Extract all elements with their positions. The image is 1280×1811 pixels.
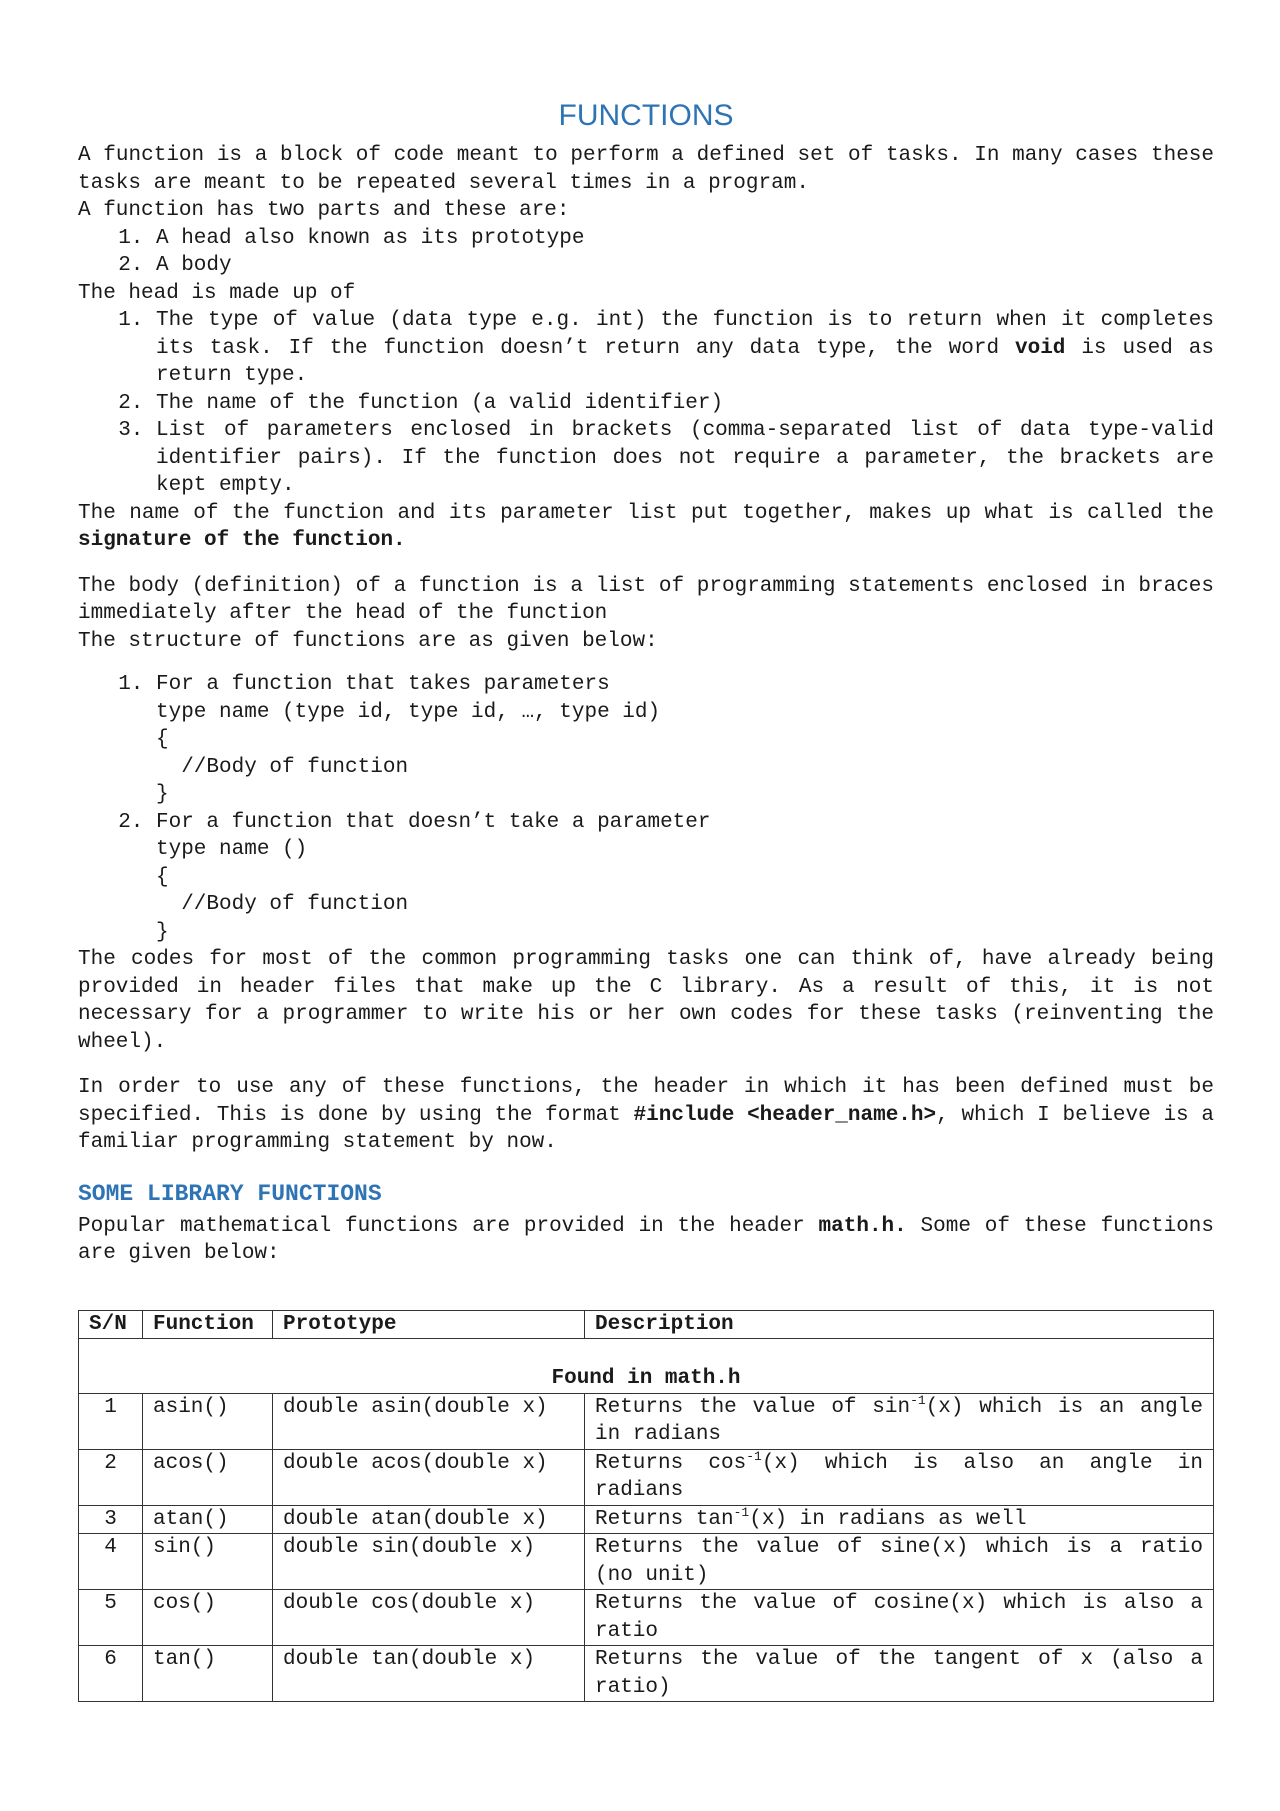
functions-table — [78, 1310, 1214, 1703]
intro-paragraph-2: A function has two parts and these are: — [78, 199, 570, 222]
cell-function: asin() — [143, 1393, 273, 1449]
cell-sn: 2 — [79, 1449, 143, 1505]
header-sn: S/N — [79, 1310, 143, 1339]
list-item: 1. A head also known as its prototype — [156, 225, 1214, 253]
cell-description: Returns the value of the tangent of x (also a ratio) — [585, 1646, 1214, 1702]
list-item: 2. A body — [156, 252, 1214, 280]
cell-prototype: double tan(double x) — [273, 1646, 585, 1702]
cell-sn: 3 — [79, 1505, 143, 1534]
table-row — [79, 1393, 1214, 1449]
list-item: 1. The type of value (data type e.g. int) the function is to return when it completes its task. If the function doesn’t return any data type, the word void is used as return type. — [156, 307, 1214, 390]
cell-prototype: double sin(double x) — [273, 1534, 585, 1590]
structure-label: 2. For a function that doesn’t take a parameter — [156, 810, 711, 834]
table-row — [79, 1646, 1214, 1702]
structure-list — [78, 671, 1214, 946]
header-function: Function — [143, 1310, 273, 1339]
cell-function: atan() — [143, 1505, 273, 1534]
cell-prototype: double cos(double x) — [273, 1590, 585, 1646]
cell-function: cos() — [143, 1590, 273, 1646]
list-item: 2. The name of the function (a valid identifier) — [156, 390, 1214, 418]
cell-function: acos() — [143, 1449, 273, 1505]
cell-description: Returns the value of $\sin^{-1}(x)$ which is an angle in radians — [585, 1393, 1214, 1449]
body-paragraph-1: The body (definition) of a function is a list of programming statements enclosed in braces immediately after the head of the function — [78, 574, 1214, 625]
cell-prototype: double asin(double x) — [273, 1393, 585, 1449]
cell-sn: 6 — [79, 1646, 143, 1702]
list-item — [156, 671, 1214, 809]
list-item: 3. List of parameters enclosed in brackets (comma-separated list of data type-valid identifier pairs). If the function does not require a parameter, the brackets are kept empty. — [156, 417, 1214, 500]
table-row — [79, 1449, 1214, 1505]
cell-description: Returns $\cos^{-1}(x)$ which is also an angle in radians — [585, 1449, 1214, 1505]
cell-description: Returns $\tan^{-1}(x)$ in radians as well — [585, 1505, 1214, 1534]
include-paragraph: In order to use any of these functions, the header in which it has been defined must be specified. This is done by using the format #include <header_name.h>, which I believe is a familiar programming statement by now. — [78, 1076, 1214, 1154]
head-intro: The head is made up of — [78, 281, 356, 305]
document-page — [78, 96, 1214, 1702]
intro-paragraph-1: A function is a block of code meant to perform a defined set of tasks. In many cases these tasks are meant to be repeated several times in a program. — [78, 144, 1214, 195]
cell-prototype: double acos(double x) — [273, 1449, 585, 1505]
code-block: type name () { //Body of function } — [156, 838, 409, 944]
list-item — [156, 809, 1214, 947]
table-header-row — [79, 1310, 1214, 1339]
body-paragraph-2: The structure of functions are as given below: — [78, 629, 658, 653]
function-parts-list — [78, 225, 1214, 280]
cell-function: tan() — [143, 1646, 273, 1702]
code-block: type name (type id, type id, …, type id) { //Body of function } — [156, 700, 661, 806]
signature-paragraph: The name of the function and its parameter list put together, makes up what is called the signature of the function. — [78, 501, 1214, 552]
library-paragraph: The codes for most of the common programming tasks one can think of, have already being provided in header files that make up the C library. As a result of this, it is not necessary for a programmer to write his or her own codes for these tasks (reinventing the wheel). — [78, 948, 1214, 1054]
table-row — [79, 1534, 1214, 1590]
math-paragraph: Popular mathematical functions are provided in the header math.h. Some of these functions are given below: — [78, 1214, 1215, 1265]
cell-description: Returns the value of cosine(x) which is also a ratio — [585, 1590, 1214, 1646]
cell-sn: 4 — [79, 1534, 143, 1590]
math-header: math.h. — [818, 1214, 907, 1238]
page-title: FUNCTIONS — [558, 99, 734, 132]
head-components-list — [78, 307, 1214, 500]
header-prototype: Prototype — [273, 1310, 585, 1339]
table-row — [79, 1505, 1214, 1534]
found-in-label: Found in math.h — [79, 1339, 1214, 1394]
cell-prototype: double atan(double x) — [273, 1505, 585, 1534]
signature-term: signature of the function. — [78, 529, 406, 552]
found-in-row — [79, 1339, 1214, 1394]
section-heading: SOME LIBRARY FUNCTIONS — [78, 1180, 382, 1207]
cell-function: sin() — [143, 1534, 273, 1590]
keyword-void: void — [1014, 336, 1066, 360]
header-description: Description — [585, 1310, 1214, 1339]
table-row — [79, 1590, 1214, 1646]
cell-sn: 5 — [79, 1590, 143, 1646]
include-statement: #include <header_name.h> — [633, 1103, 937, 1127]
structure-label: 1. For a function that takes parameters — [156, 673, 610, 696]
cell-description: Returns the value of sine(x) which is a ratio (no unit) — [585, 1534, 1214, 1590]
cell-sn: 1 — [79, 1393, 143, 1449]
